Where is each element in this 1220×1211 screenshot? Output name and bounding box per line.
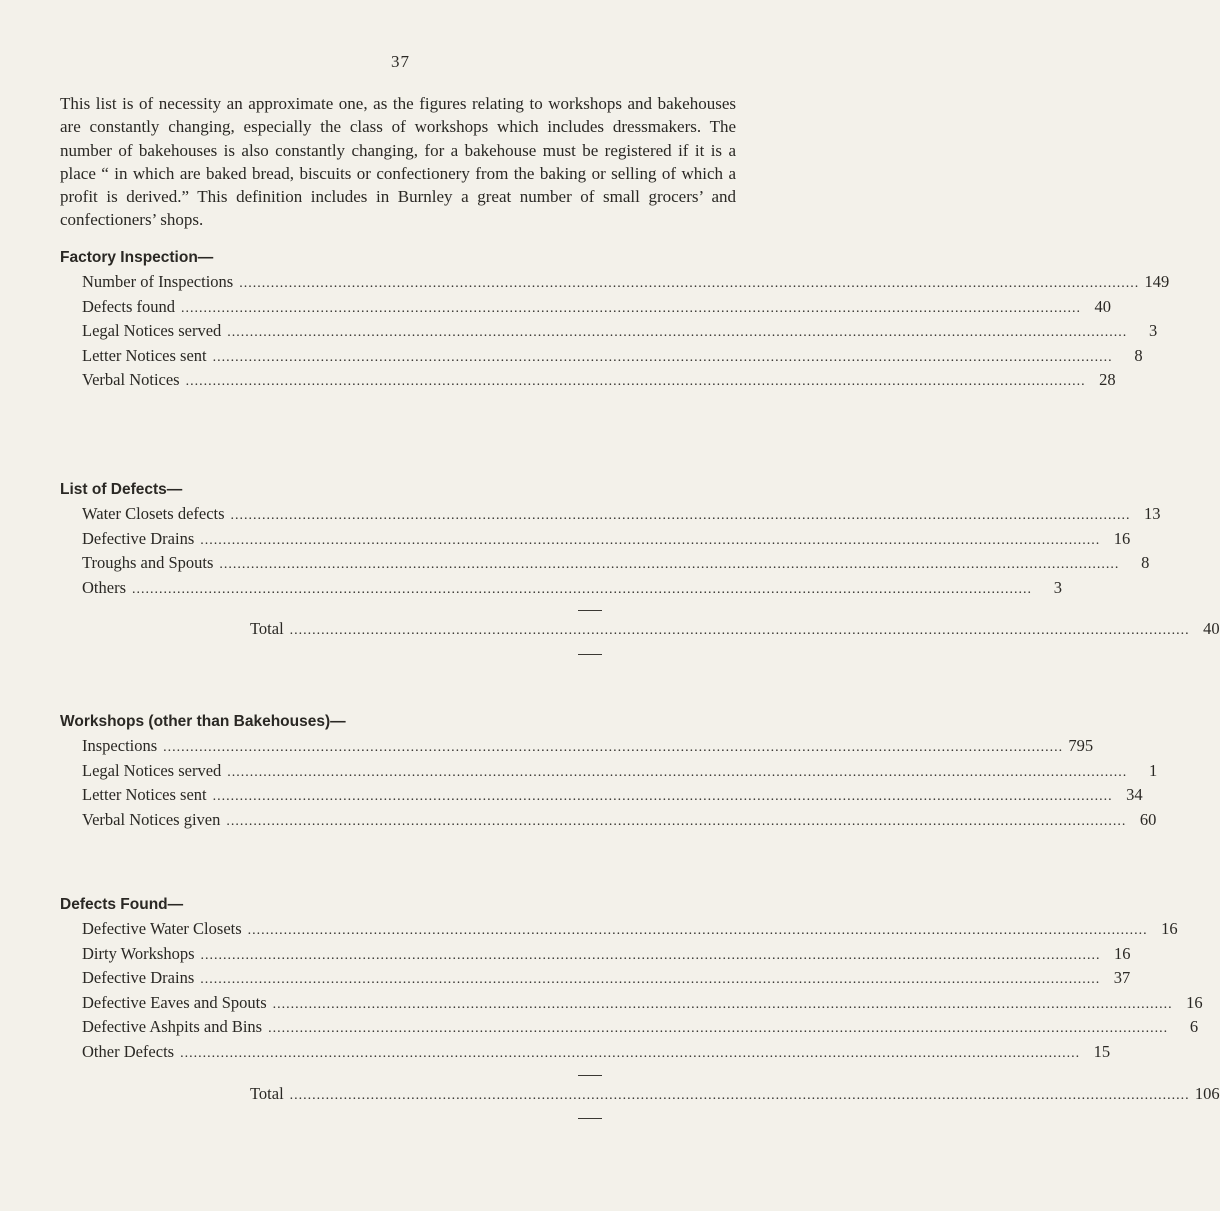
list-item: Legal Notices served ........................................................................................................................................................................................................ 1	[82, 759, 600, 784]
leader-dots: ........................................................................................................................................................................................................	[212, 789, 1113, 805]
leader-dots: ........................................................................................................................................................................................................	[200, 972, 1101, 988]
leader-dots: ........................................................................................................................................................................................................	[289, 1087, 1190, 1103]
leader-dots: ........................................................................................................................................................................................................	[289, 623, 1190, 639]
list-item: Dirty Workshops ........................................................................................................................................................................................................ 16	[82, 942, 600, 967]
factory-inspection-section	[60, 246, 1170, 393]
workshops-list	[82, 734, 1158, 832]
leader-dots: ........................................................................................................................................................................................................	[230, 508, 1131, 523]
leader-dots: ........................................................................................................................................................................................................	[268, 1021, 1169, 1037]
leader-dots: ........................................................................................................................................................................................................	[181, 300, 1082, 316]
page-number: 37	[391, 52, 410, 71]
leader-dots: ........................................................................................................................................................................................................	[200, 532, 1101, 548]
factory-inspection-heading: Factory Inspection—	[60, 249, 214, 266]
list-item: Verbal Notices given ........................................................................................................................................................................................................ 60	[82, 808, 600, 833]
total-rule-bottom	[578, 654, 602, 655]
leader-dots: ........................................................................................................................................................................................................	[132, 581, 1032, 597]
list-item: Defective Drains ........................................................................................................................................................................................................ 16	[82, 527, 600, 552]
list-item: Verbal Notices ........................................................................................................................................................................................................ 28	[82, 368, 600, 393]
total-row: Total ........................................................................................................................................................................................................ 106	[250, 1082, 600, 1107]
list-item: Defective Eaves and Spouts ........................................................................................................................................................................................................ 16	[82, 991, 600, 1016]
list-item: Water Closets defects ........................................................................................................................................................................................................ 13	[82, 502, 600, 527]
leader-dots: ........................................................................................................................................................................................................	[272, 996, 1173, 1012]
leader-dots: ........................................................................................................................................................................................................	[219, 557, 1120, 573]
list-item: Troughs and Spouts ........................................................................................................................................................................................................ 8	[82, 551, 600, 576]
factory-inspection-list	[82, 270, 1170, 393]
leader-dots: ........................................................................................................................................................................................................	[239, 276, 1140, 291]
list-of-defects-heading: List of Defects—	[60, 481, 183, 498]
total-rule-top	[578, 610, 602, 611]
leader-dots: ........................................................................................................................................................................................................	[180, 1045, 1081, 1061]
leader-dots: ........................................................................................................................................................................................................	[226, 813, 1127, 829]
leader-dots: ........................................................................................................................................................................................................	[247, 923, 1148, 938]
list-item: Defective Drains ........................................................................................................................................................................................................ 37	[82, 966, 600, 991]
leader-dots: ........................................................................................................................................................................................................	[227, 325, 1128, 341]
list-item: Other Defects ........................................................................................................................................................................................................ 15	[82, 1040, 600, 1065]
intro-paragraph: This list is of necessity an approximate one, as the figures relating to workshops and bakehouses are constantly changing, especially the class of workshops which includes dressmakers. The number of bakehouses is also constantly changing, for a bakehouse must be registered if it is a place “ in which are baked bread, biscuits or confectionery from the baking or selling of which a profit is derived.” This definition includes in Burnley a great number of small grocers’ and confectioners’ shops.	[60, 94, 736, 230]
total-rule-bottom	[578, 1118, 602, 1119]
list-item: Legal Notices served ........................................................................................................................................................................................................ 3	[82, 319, 600, 344]
list-item: Number of Inspections ........................................................................................................................................................................................................ 149	[82, 270, 600, 295]
defects-found-section	[60, 893, 1220, 1119]
leader-dots: ........................................................................................................................................................................................................	[163, 740, 1064, 755]
list-item: Defective Ashpits and Bins ........................................................................................................................................................................................................ 6	[82, 1015, 600, 1040]
list-item: Letter Notices sent ........................................................................................................................................................................................................ 34	[82, 783, 600, 808]
total-row: Total ........................................................................................................................................................................................................ 40	[250, 617, 600, 642]
workshops-section	[60, 710, 1158, 832]
defects-found-heading: Defects Found—	[60, 896, 184, 913]
list-item: Inspections ........................................................................................................................................................................................................ 795	[82, 734, 600, 759]
leader-dots: ........................................................................................................................................................................................................	[185, 374, 1086, 390]
list-item: Defective Water Closets ........................................................................................................................................................................................................ 16	[82, 917, 600, 942]
list-item: Letter Notices sent ........................................................................................................................................................................................................ 8	[82, 344, 600, 369]
leader-dots: ........................................................................................................................................................................................................	[200, 947, 1101, 963]
total-rule-top	[578, 1075, 602, 1076]
list-of-defects-section	[60, 478, 1220, 655]
defects-found-list	[82, 917, 1220, 1119]
leader-dots: ........................................................................................................................................................................................................	[227, 764, 1128, 780]
list-item: Others ........................................................................................................................................................................................................ 3	[82, 576, 600, 601]
leader-dots: ........................................................................................................................................................................................................	[212, 349, 1113, 365]
list-item: Defects found ........................................................................................................................................................................................................ 40	[82, 295, 600, 320]
workshops-heading: Workshops (other than Bakehouses)—	[60, 713, 346, 730]
list-of-defects-list	[82, 502, 1220, 655]
